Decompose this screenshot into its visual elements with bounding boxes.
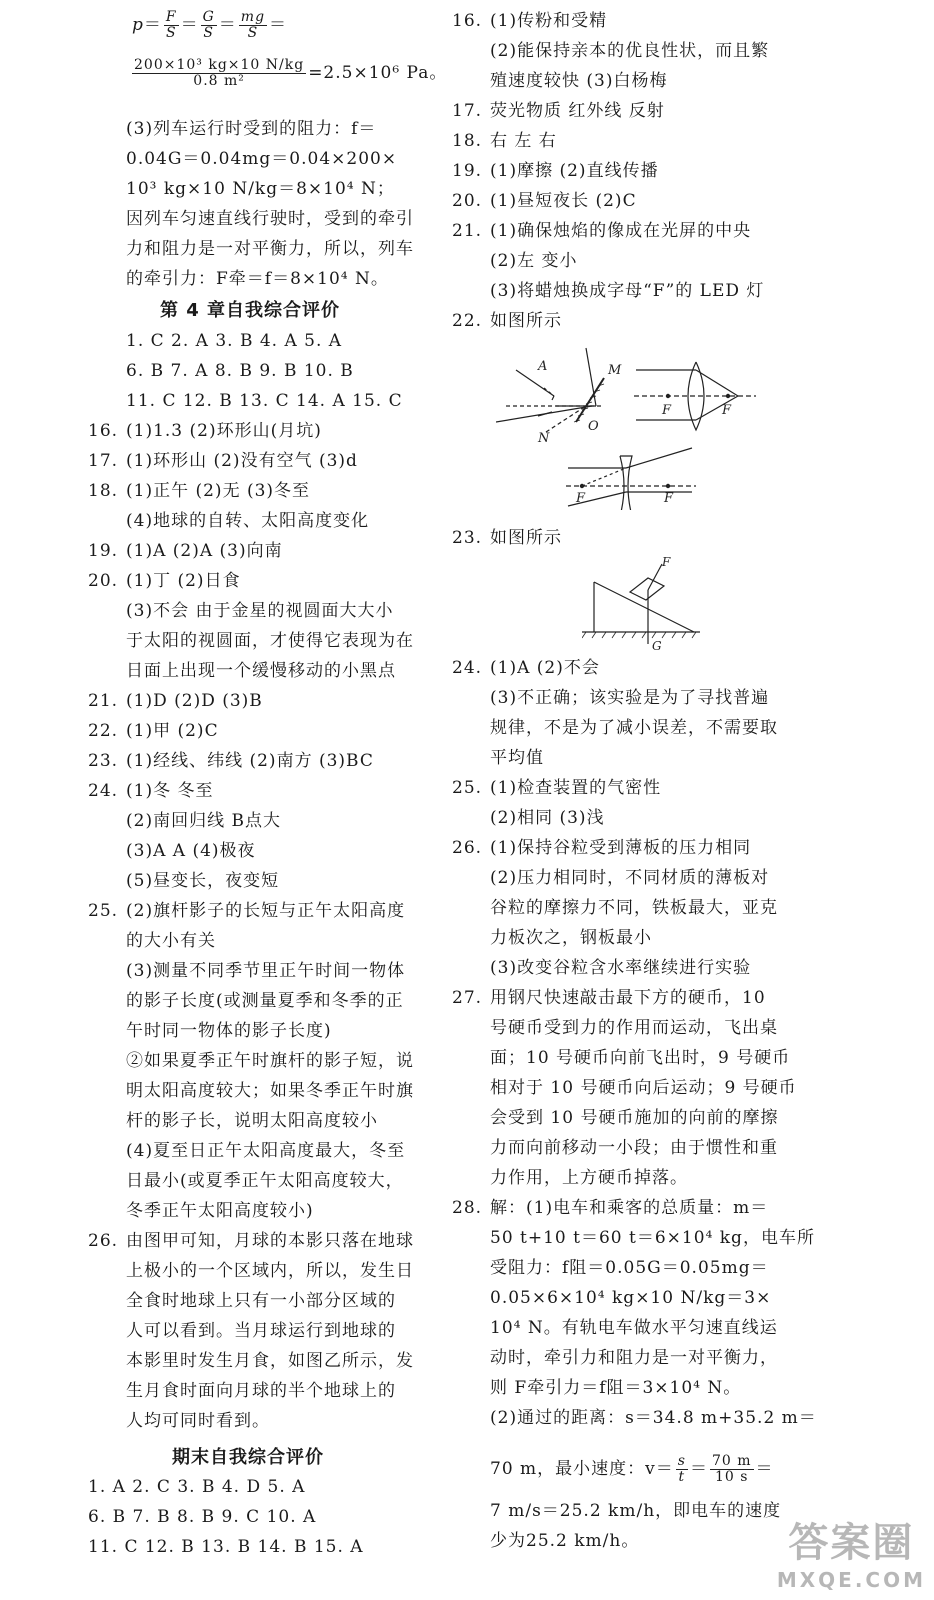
item-text: (1)昼短夜长 (2)C (490, 191, 637, 211)
item-text: 会受到 10 号硬币施加的向前的摩擦 (490, 1108, 779, 1128)
list-item (452, 1197, 768, 1219)
list-item (452, 717, 778, 739)
text-line: 10³ kg×10 N/kg＝8×10⁴ N； (126, 179, 395, 199)
item-text: 50 t+10 t＝60 t＝6×10⁴ kg，电车所 (490, 1228, 815, 1248)
fraction: $\frac{mg}{S}$ (240, 9, 266, 41)
item-text: 如图所示 (490, 311, 562, 331)
list-item (452, 250, 577, 272)
item-text: (1)D (2)D (3)B (126, 691, 263, 711)
item-text: (3)将蜡烛换成字母“F”的 LED 灯 (490, 281, 765, 301)
list-item (88, 1260, 414, 1282)
item-text: (2)相同 (3)浅 (490, 808, 605, 828)
item-text: 力而向前移动一小段；由于惯性和重 (490, 1138, 778, 1158)
item-text: (1)摩擦 (2)直线传播 (490, 161, 659, 181)
item-text: 相对于 10 号硬币向后运动；9 号硬币 (490, 1078, 797, 1098)
list-item (452, 987, 766, 1009)
item-text: (1)经线、纬线 (2)南方 (3)BC (126, 751, 374, 771)
item-text: (1)确保烛焰的像成在光屏的中央 (490, 221, 752, 241)
list-item (88, 390, 403, 412)
pressure-value: $\frac{\text{200×10³ kg×10 N/kg}}{\text{0.8 m²}}$ =2.5×10⁶ Pa。 (134, 57, 448, 89)
fraction: $\frac{70 m}{10 s}$ (711, 1453, 752, 1485)
list-item: 23. 如图所示 (452, 528, 562, 548)
list-item (452, 837, 751, 859)
item-text: (1)丁 (2)日食 (126, 571, 241, 591)
text-line: 0.04G＝0.04mg＝0.04×200× (126, 149, 398, 169)
list-item (88, 900, 405, 922)
label-a: A (538, 359, 548, 374)
item-text: (1)A (2)A (3)向南 (126, 541, 283, 561)
item-text: 用钢尺快速敲击最下方的硬币，10 (490, 988, 766, 1008)
fraction: $\frac{s}{t}$ (677, 1453, 686, 1485)
item-number: 16. (88, 421, 119, 441)
item-text: (2)能保持亲本的优良性状，而且繁 (490, 41, 770, 61)
list-item (88, 990, 404, 1012)
list-item (88, 1140, 405, 1162)
label-f-right: F (722, 403, 732, 418)
item-text: (2)通过的距离：s＝34.8 m+35.2 m＝ (490, 1408, 817, 1428)
list-item (88, 1230, 414, 1252)
list-item (452, 1167, 688, 1189)
item-text: 日最小(或夏季正午太阳高度较大， (126, 1171, 404, 1191)
list-item (88, 600, 393, 622)
list-item (88, 1020, 332, 1042)
item-text: (1)A (2)不会 (490, 658, 600, 678)
text-line: (3)列车运行时受到的阻力：f＝ (126, 119, 377, 139)
list-item (452, 130, 557, 152)
list-item (88, 1290, 396, 1312)
item-number: 17. (88, 451, 119, 471)
item-number: 22. (452, 311, 483, 331)
item-text: (2)旗杆影子的长短与正午太阳高度 (126, 901, 406, 921)
item-text: (2)压力相同时，不同材质的薄板对 (490, 868, 770, 888)
list-item (88, 1110, 378, 1132)
item-text: 11. C 12. B 13. C 14. A 15. C (126, 391, 403, 411)
list-item (88, 420, 322, 442)
item-number: 19. (452, 161, 483, 181)
fraction: $\frac{F}{S}$ (165, 9, 177, 41)
list-item (452, 220, 751, 242)
fraction: $\frac{\text{200×10³ kg×10 N/kg}}{\text{0.8 m²}}$ (134, 57, 305, 89)
item-number: 26. (88, 1231, 119, 1251)
item-number: 27. (452, 988, 483, 1008)
item-text: (1)检查装置的气密性 (490, 778, 662, 798)
item-text: 由图甲可知，月球的本影只落在地球 (126, 1231, 414, 1251)
text-line: 1. A 2. C 3. B 4. D 5. A (88, 1477, 306, 1497)
list-item (452, 927, 652, 949)
list-item (452, 867, 769, 889)
item-number: 21. (88, 691, 119, 711)
list-item (88, 810, 281, 832)
label-gravity-g: G (652, 639, 662, 652)
item-text: 6. B 7. A 8. B 9. B 10. B (126, 361, 354, 381)
list-item (452, 1317, 778, 1339)
text-line: 力和阻力是一对平衡力，所以，列车 (126, 239, 414, 259)
item-number: 26. (452, 838, 483, 858)
item-text: 10⁴ N。有轨电车做水平匀速直线运 (490, 1318, 778, 1338)
item-text: (3)不正确；该实验是为了寻找普遍 (490, 688, 770, 708)
label-f-concave-left: F (576, 491, 586, 506)
figure-23-incline (582, 556, 732, 652)
list-item (88, 960, 405, 982)
list-item (88, 1350, 414, 1372)
item-text: (1)环形山 (2)没有空气 (3)d (126, 451, 358, 471)
item-text: 谷粒的摩擦力不同，铁板最大，亚克 (490, 898, 778, 918)
item-text: 少为25.2 km/h。 (490, 1531, 640, 1551)
list-item (452, 1407, 817, 1429)
list-item (88, 1320, 396, 1342)
list-item (452, 40, 769, 62)
item-number: 19. (88, 541, 119, 561)
item-text: 号硬币受到力的作用而运动，飞出桌 (490, 1018, 778, 1038)
item-number: 25. (452, 778, 483, 798)
item-text: (3)不会 由于金星的视圆面大大小 (126, 601, 394, 621)
item-text: 的大小有关 (126, 931, 216, 951)
list-item (452, 807, 605, 829)
list-item (88, 630, 414, 652)
list-item (88, 1170, 404, 1192)
text-line: 6. B 7. B 8. B 9. C 10. A (88, 1507, 317, 1527)
list-item (452, 1227, 815, 1249)
text-line: 的牵引力：F牵＝f＝8×10⁴ N。 (126, 269, 389, 289)
item-number: 16. (452, 11, 483, 31)
list-item (88, 360, 354, 382)
item-number: 24. (452, 658, 483, 678)
item-text: 力板次之，钢板最小 (490, 928, 652, 948)
item-text: (1)1.3 (2)环形山(月坑) (126, 421, 322, 441)
item-text: 人均可同时看到。 (126, 1411, 270, 1431)
item-text: 杆的影子长，说明太阳高度较小 (126, 1111, 378, 1131)
item-number: 17. (452, 101, 483, 121)
label-f-left: F (662, 403, 672, 418)
item-number: 18. (452, 131, 483, 151)
convex-lens-diagram (634, 362, 756, 430)
item-text: 午时同一物体的影子长度) (126, 1021, 332, 1041)
item-text: (1)传粉和受精 (490, 11, 608, 31)
item-text: (1)保持谷粒受到薄板的压力相同 (490, 838, 752, 858)
item-text: 平均值 (490, 748, 544, 768)
list-item (452, 1287, 771, 1309)
item-number: 28. (452, 1198, 483, 1218)
item-text: 解：(1)电车和乘客的总质量：m＝ (490, 1198, 769, 1218)
list-item (452, 1500, 781, 1522)
list-item (88, 480, 310, 502)
section-heading-ch4: 第 4 章自我综合评价 (160, 300, 341, 321)
item-text: 则 F牵引力＝f阻＝3×10⁴ N。 (490, 1378, 742, 1398)
item-number: 23. (88, 751, 119, 771)
list-item (88, 930, 216, 952)
label-force-f: F (662, 556, 671, 569)
item-text: 全食时地球上只有一小部分区域的 (126, 1291, 396, 1311)
list-item (452, 687, 769, 709)
list-item (452, 1137, 778, 1159)
pressure-formula: p＝ $\frac{F}{S}$ ＝ $\frac{G}{S}$ ＝ $\frac{mg}{S}$ ＝ (132, 9, 288, 41)
item-text: 冬季正午太阳高度较小) (126, 1201, 314, 1221)
item-text: 0.05×6×10⁴ kg×10 N/kg＝3× (490, 1288, 772, 1308)
list-item (452, 1107, 778, 1129)
list-item (452, 10, 607, 32)
item-text: 1. C 2. A 3. B 4. A 5. A (126, 331, 343, 351)
list-item (452, 1377, 741, 1399)
list-item (452, 310, 562, 332)
item-text: (1)甲 (2)C (126, 721, 219, 741)
item-text: 日面上出现一个缓慢移动的小黑点 (126, 661, 396, 681)
item-text: 上极小的一个区域内，所以，发生日 (126, 1261, 414, 1281)
text-line: 11. C 12. B 13. B 14. B 15. A (88, 1537, 364, 1557)
item-text: 受阻力：f阻＝0.05G＝0.05mg＝ (490, 1258, 769, 1278)
list-item (88, 870, 279, 892)
item-text: 右 左 右 (490, 131, 557, 151)
item-text: (2)南回归线 B点大 (126, 811, 281, 831)
watermark-logo: 答案圈 MXQE.COM (776, 1520, 926, 1592)
label-m: M (608, 363, 622, 378)
list-item (88, 1380, 396, 1402)
label-f-concave-right: F (664, 491, 674, 506)
list-item (452, 1530, 639, 1552)
item-text: 荧光物质 红外线 反射 (490, 101, 665, 121)
list-item (452, 957, 751, 979)
list-item (88, 1410, 270, 1432)
list-item (88, 750, 374, 772)
item-text: 本影里时发生月食，如图乙所示，发 (126, 1351, 414, 1371)
item-text: 7 m/s＝25.2 km/h，即电车的速度 (490, 1501, 782, 1521)
list-item (88, 510, 369, 532)
list-item (452, 1047, 790, 1069)
list-item (88, 330, 342, 352)
list-item (452, 1347, 778, 1369)
label-n: N (538, 431, 550, 446)
list-item (88, 690, 263, 712)
list-item (88, 570, 241, 592)
list-item (88, 1080, 414, 1102)
item-text: 殖速度较快 (3)白杨梅 (490, 71, 668, 91)
item-text: (3)测量不同季节里正午时间一物体 (126, 961, 406, 981)
list-item (452, 1017, 778, 1039)
item-text: 明太阳高度较大；如果冬季正午时旗 (126, 1081, 414, 1101)
list-item (88, 660, 396, 682)
item-text: 力作用，上方硬币掉落。 (490, 1168, 688, 1188)
list-item (452, 100, 665, 122)
item-text: (2)左 变小 (490, 251, 578, 271)
list-item (88, 720, 219, 742)
item-text: (5)昼变长，夜变短 (126, 871, 280, 891)
list-item (452, 777, 661, 799)
item-text: ②如果夏季正午时旗杆的影子短，说 (126, 1051, 414, 1071)
item-number: 25. (88, 901, 119, 921)
item-text: (3)A A (4)极夜 (126, 841, 256, 861)
list-item (452, 190, 637, 212)
list-item (452, 747, 544, 769)
list-item (452, 160, 659, 182)
list-item (88, 1200, 314, 1222)
item-number: 24. (88, 781, 119, 801)
item-number: 22. (88, 721, 119, 741)
item-text: 的影子长度(或测量夏季和冬季的正 (126, 991, 404, 1011)
fraction: $\frac{G}{S}$ (202, 9, 215, 41)
speed-formula: 70 m，最小速度：v＝ $\frac{s}{t}$ ＝ $\frac{70 m}{10 s}$ ＝ (490, 1453, 774, 1485)
text-line: 因列车匀速直线行驶时，受到的牵引 (126, 209, 414, 229)
list-item (452, 657, 600, 679)
item-text: (4)地球的自转、太阳高度变化 (126, 511, 370, 531)
item-text: 生月食时面向月球的半个地球上的 (126, 1381, 396, 1401)
list-item (88, 780, 213, 802)
list-item (88, 840, 256, 862)
concave-lens-diagram (566, 448, 696, 510)
list-item (452, 280, 764, 302)
section-heading-final: 期末自我综合评价 (172, 1447, 324, 1468)
item-text: 规律，不是为了减小误差，不需要取 (490, 718, 778, 738)
item-text: (3)改变谷粒含水率继续进行实验 (490, 958, 752, 978)
item-text: 于太阳的视圆面，才使得它表现为在 (126, 631, 414, 651)
label-o: O (588, 419, 599, 434)
item-number: 18. (88, 481, 119, 501)
item-text: (4)夏至日正午太阳高度最大，冬至 (126, 1141, 406, 1161)
list-item (452, 1077, 797, 1099)
figure-22-optics (496, 340, 776, 510)
item-text: 面；10 号硬币向前飞出时，9 号硬币 (490, 1048, 791, 1068)
item-number: 20. (88, 571, 119, 591)
list-item (452, 70, 667, 92)
item-number: 20. (452, 191, 483, 211)
list-item (88, 540, 283, 562)
item-text: (1)冬 冬至 (126, 781, 214, 801)
list-item (452, 897, 778, 919)
list-item (452, 1257, 769, 1279)
list-item (88, 1050, 414, 1072)
list-item (88, 450, 358, 472)
item-number: 21. (452, 221, 483, 241)
item-text: 人可以看到。当月球运行到地球的 (126, 1321, 396, 1341)
item-text: (1)正午 (2)无 (3)冬至 (126, 481, 311, 501)
item-text: 动时，牵引力和阻力是一对平衡力， (490, 1348, 778, 1368)
